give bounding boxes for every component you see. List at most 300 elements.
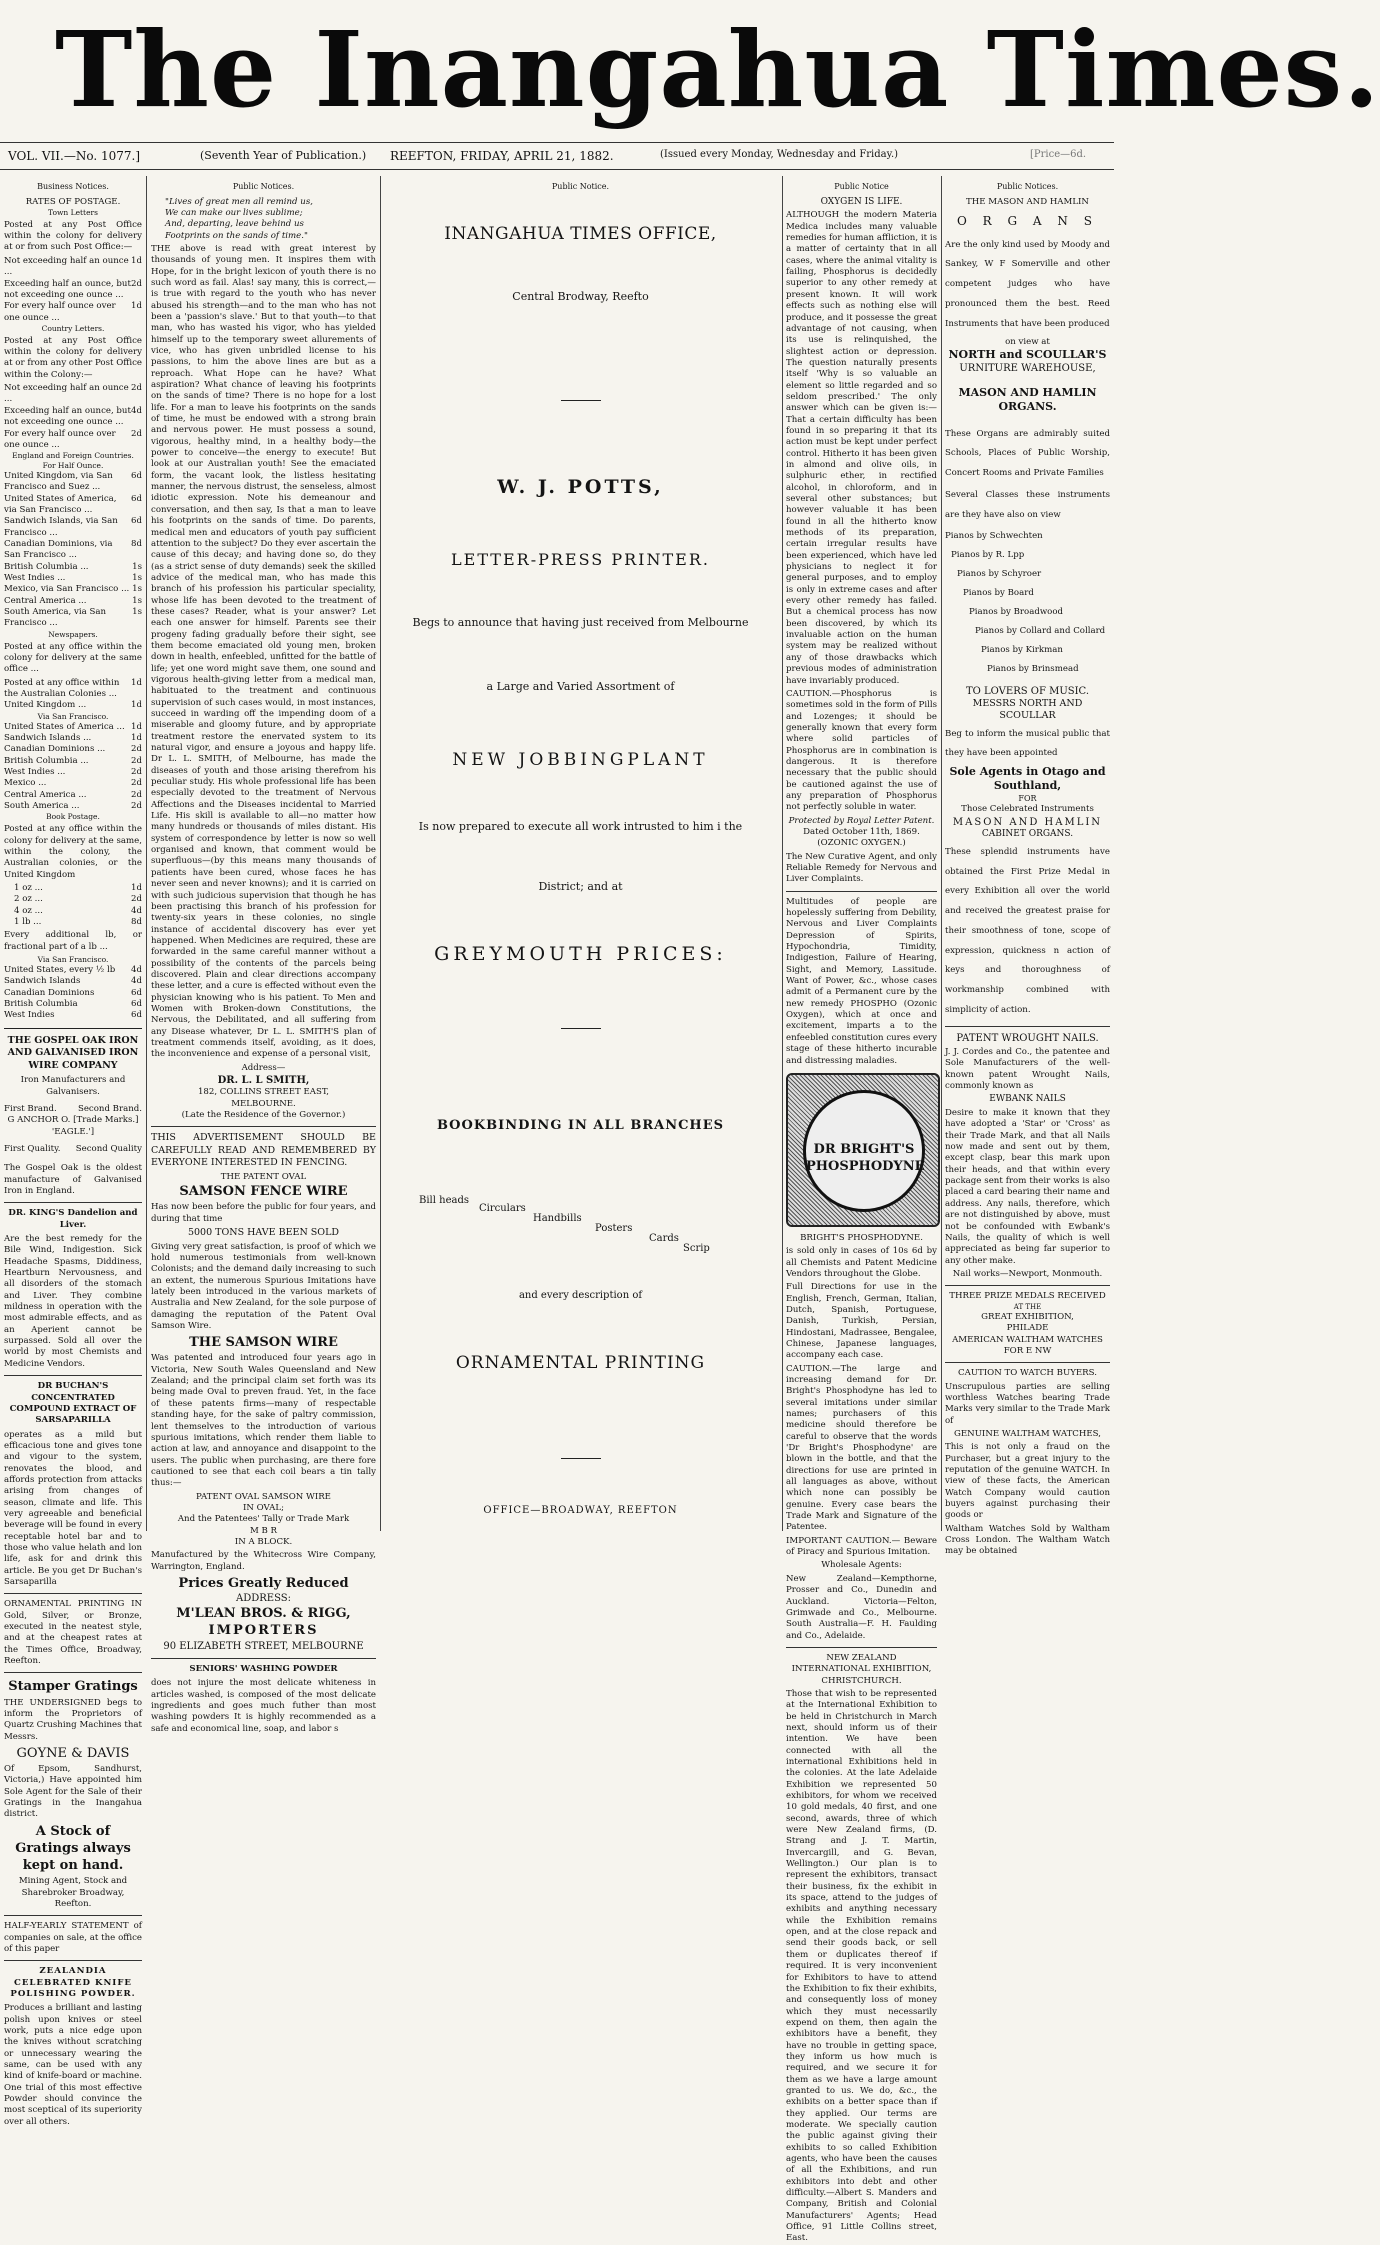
poem-line: We can make our lives sublime; bbox=[165, 207, 303, 218]
tally-line: IN OVAL; bbox=[243, 1502, 284, 1513]
firm-line: URNITURE WAREHOUSE, bbox=[959, 363, 1096, 375]
rate-value: 2d bbox=[131, 744, 142, 755]
advert-heading: OXYGEN IS LIFE. bbox=[820, 196, 903, 207]
rate-value: 2d bbox=[131, 278, 142, 289]
rate-value: 1d bbox=[131, 721, 142, 732]
advert-heading: NEW ZEALAND INTERNATIONAL EXHIBITION, CHRISTCHURCH. bbox=[791, 1652, 932, 1686]
rate-destination: United States of America ... bbox=[4, 721, 125, 732]
paragraph: Posted at any office within the colony for delivery at the same office ... bbox=[4, 641, 142, 675]
subheading: England and Foreign Countries. bbox=[12, 451, 134, 461]
issue-date: REEFTON, FRIDAY, APRIL 21, 1882. bbox=[390, 149, 614, 163]
rate-destination: Exceeding half an ounce, but not exceeding one ounce ... bbox=[4, 278, 131, 300]
sample-item: Circulars bbox=[479, 1203, 526, 1214]
rate-destination: 2 oz ... bbox=[14, 894, 43, 905]
column-heading: Public Notice. bbox=[551, 182, 610, 191]
rate-row bbox=[4, 301, 142, 324]
rate-value: 1d bbox=[131, 677, 142, 688]
rate-value: 6d bbox=[131, 516, 142, 527]
rate-value: 6d bbox=[131, 987, 142, 998]
rate-destination: Sandwich Islands, via San Francisco ... bbox=[4, 516, 118, 538]
paragraph: ALTHOUGH the modern Materia Medica includes many valuable remedies for human affliction, it is a matter of certainty that in all cases, where the animal vitality is failing, Phosphorus is decidedly superior to any other remedy at present known. It will work effects such as nothing else will produce, and it possesse the great advantage of not causing, when its use is relinquished, the slightest action or depression. The question naturally presents itself 'Why is so valuable an element so little regarded and so seldom prescribed.' The only answer which can be given is:—That a certain difficulty has been found in so preparing it that its action must be kept under perfect control. Hitherto it has been given in almond and olive oils, in sulphuric ether, in rectified alcohol, in chloroform, and in several other substances; but however valuable it has been found in all the hitherto know methods of its preparation, certain irregular results have been experienced, which have led physicians to neglect it for general purposes, and to employ is only in extreme cases and after every other remedy has failed. But a chemical process has now been discovered, by which its invaluable action on the human system may be realized without any of those drawbacks which previous modes of administration have invariably produced. bbox=[786, 210, 937, 686]
rate-destination: Central America ... bbox=[4, 595, 87, 606]
address-line: MELBOURNE. bbox=[231, 1098, 296, 1109]
rate-row bbox=[14, 906, 142, 917]
paragraph: Has now been before the public for four years, and during that time bbox=[151, 1202, 376, 1224]
divider bbox=[561, 1028, 601, 1029]
rate-destination: United States, every ½ lb bbox=[4, 964, 116, 975]
paragraph: Unscrupulous parties are selling worthless Watches bearing Trade Marks very similar to the Trade Mark of bbox=[945, 1381, 1110, 1426]
rate-value: 4d bbox=[131, 964, 142, 975]
paragraph: Giving very great satisfaction, is proof of which we hold numerous testimonials from well-known Colonists; and the demand daily increasing to such an extent, the numerous Spurious Imitations have lately been introduced in the various markets of Australia and New Zealand, for the sole purpose of damaging the reputation of the Patent Oval Samson Wire. bbox=[151, 1241, 376, 1331]
divider bbox=[786, 891, 937, 892]
office-footer: OFFICE—BROADWAY, REEFTON bbox=[483, 1505, 678, 1516]
advert-heading: SAMSON FENCE WIRE bbox=[179, 1184, 348, 1200]
advert-heading: SENIORS' WASHING POWDER bbox=[189, 1663, 338, 1674]
rate-value: 2d bbox=[131, 894, 142, 905]
paragraph: Waltham Watches Sold by Waltham Cross London. The Waltham Watch may be obtained bbox=[945, 1523, 1110, 1557]
rate-value: 1d bbox=[131, 883, 142, 893]
rate-row bbox=[14, 894, 142, 905]
subheading: Via San Francisco. bbox=[37, 711, 109, 721]
paragraph: This is not only a fraud on the Purchaser, but a great injury to the reputation of the genuine WATCH. In view of these facts, the American Watch Company would caution buyers against purchasing their goods or bbox=[945, 1442, 1110, 1521]
bookbinding-heading: BOOKBINDING IN ALL BRANCHES bbox=[436, 1118, 725, 1133]
paragraph: ORNAMENTAL PRINTING IN Gold, Silver, or Bronze, executed in the neatest style, and at the cheapest rates at the Times Office, Broadway, Reefton. bbox=[4, 1599, 142, 1667]
organs-heading: O R G A N S bbox=[957, 213, 1098, 228]
paragraph: CAUTION.—The large and increasing demand for Dr. Bright's Phosphodyne has led to several imitations under similar names; purchasers of this medicine should therefore be careful to observe that the words 'Dr Bright's Phosphodyne' are blown in the bottle, and that the directions for use are printed in all languages as above, without which none can possibly be genuine. Every case bears the Trade Mark and Signature of the Patentee. bbox=[786, 1363, 937, 1533]
divider bbox=[945, 1362, 1110, 1363]
rate-row bbox=[4, 767, 142, 778]
divider bbox=[945, 1285, 1110, 1286]
piano-list bbox=[945, 527, 1110, 678]
rate-row bbox=[4, 700, 142, 711]
rate-row bbox=[4, 562, 142, 573]
rate-destination: West Indies ... bbox=[4, 767, 66, 778]
trade-marks: G ANCHOR O. [Trade Marks.] 'EAGLE.'] bbox=[7, 1115, 139, 1137]
paragraph: Several Classes these instruments are they have also on view bbox=[945, 489, 1110, 520]
divider bbox=[4, 1915, 142, 1916]
paragraph: Mining Agent, Stock and Sharebroker Broadway, Reefton. bbox=[18, 1876, 128, 1909]
address-label: ADDRESS: bbox=[236, 1593, 291, 1605]
divider bbox=[945, 1026, 1110, 1027]
advert-heading: A Stock of Gratings always kept on hand. bbox=[15, 1823, 131, 1874]
firm-name: NORTH and SCOULLAR'S bbox=[948, 347, 1107, 361]
rate-destination: For every half ounce over one ounce ... bbox=[4, 301, 116, 323]
rate-value: 6d bbox=[131, 470, 142, 481]
paragraph: Produces a brilliant and lasting polish upon knives or steel work, puts a nice edge upon the knives without scratching or unnecessary wearing the same, can be used with any kind of knife-board or machine. One trial of this most effective Powder should convince the most sceptical of its superiority over all others. bbox=[4, 2003, 142, 2127]
paragraph: Beg to inform the musical public that they have been appointed bbox=[945, 728, 1110, 758]
rate-row bbox=[4, 429, 142, 452]
advert-heading: ORGANS. bbox=[998, 400, 1057, 414]
rate-value: 6d bbox=[131, 493, 142, 504]
quality-label: Second Quality bbox=[75, 1143, 142, 1154]
column-music-notices bbox=[945, 180, 1110, 1557]
advert-heading: MASON AND HAMLIN bbox=[952, 816, 1103, 828]
rate-list bbox=[4, 722, 142, 813]
divider bbox=[786, 1647, 937, 1648]
rate-destination: 4 oz ... bbox=[14, 905, 43, 916]
paragraph: Posted at any office within the colony for delivery at the same, within the colony, the Australian colonies, or the United Kingdom bbox=[4, 824, 142, 880]
piano-item: Pianos by Board bbox=[963, 588, 1034, 599]
rate-value: 1s bbox=[132, 607, 142, 618]
newspaper-title: The Inangahua Times. bbox=[55, 8, 1380, 131]
rate-list bbox=[4, 383, 142, 451]
printing-office-advert bbox=[383, 180, 778, 1530]
prices-heading: GREYMOUTH PRICES: bbox=[434, 943, 727, 965]
rate-destination: Not exceeding half an ounce ... bbox=[4, 255, 129, 278]
advert-heading: BRIGHT'S PHOSPHODYNE. bbox=[800, 1232, 923, 1243]
rate-row bbox=[4, 471, 142, 494]
column-rule bbox=[941, 176, 942, 1531]
piano-item: Pianos by Schyroer bbox=[957, 569, 1042, 580]
poem-line: "Lives of great men all remind us, bbox=[165, 196, 313, 207]
paragraph: Posted at any Post Office within the colony for delivery at or from such Post Office:— bbox=[4, 219, 142, 253]
poem bbox=[151, 197, 376, 242]
rate-destination: Canadian Dominions ... bbox=[4, 744, 106, 755]
rate-row bbox=[4, 596, 142, 607]
paragraph: The New Curative Agent, and only Reliable Remedy for Nervous and Liver Complaints. bbox=[786, 851, 937, 885]
piano-item: Pianos by Schwechten bbox=[945, 531, 1043, 542]
divider bbox=[151, 1658, 376, 1659]
tally-line: PATENT OVAL SAMSON WIRE bbox=[196, 1491, 331, 1502]
rate-destination: Mexico, via San Francisco ... bbox=[4, 584, 130, 595]
rate-destination: Canadian Dominions bbox=[4, 987, 95, 998]
divider bbox=[4, 1375, 142, 1376]
advert-heading: Sole Agents in Otago and Southland, bbox=[949, 764, 1106, 793]
sample-list bbox=[383, 1195, 778, 1275]
subheading: Book Postage. bbox=[46, 812, 100, 822]
column-public-notice bbox=[786, 180, 937, 2244]
advert-subheading: Iron Manufacturers and Galvanisers. bbox=[20, 1075, 126, 1097]
firm-name: MESSRS NORTH AND SCOULLAR bbox=[972, 697, 1083, 722]
rate-destination: South America ... bbox=[4, 801, 80, 812]
rate-row bbox=[4, 607, 142, 630]
rate-destination: Canadian Dominions, via San Francisco ... bbox=[4, 539, 113, 561]
rate-row bbox=[4, 383, 142, 406]
address-line: 182, COLLINS STREET EAST, bbox=[197, 1087, 330, 1098]
advert-heading: Prices Greatly Reduced bbox=[178, 1575, 349, 1591]
announcement-line: a Large and Varied Assortment of bbox=[486, 680, 675, 693]
piano-item: Pianos by Brinsmead bbox=[987, 663, 1079, 674]
paragraph: Of Epsom, Sandhurst, Victoria,) Have appointed him Sole Agent for the Sale of their Gratings in the Inangahua district. bbox=[4, 1764, 142, 1820]
paragraph: IMPORTANT CAUTION.— Beware of Piracy and Spurious Imitation. bbox=[786, 1535, 937, 1558]
rate-value: 4d bbox=[131, 905, 142, 916]
ornamental-heading: ORNAMENTAL PRINTING bbox=[455, 1353, 706, 1373]
rate-value: 2d bbox=[131, 778, 142, 789]
rate-row bbox=[4, 778, 142, 789]
sample-item: Posters bbox=[595, 1223, 633, 1234]
rate-value: 2d bbox=[131, 801, 142, 812]
rate-value: 2d bbox=[131, 428, 142, 439]
office-name: INANGAHUA TIMES OFFICE, bbox=[444, 224, 717, 244]
rate-list bbox=[4, 256, 142, 324]
paragraph: J. J. Cordes and Co., the patentee and Sole Manufacturers of the well-known patent Wrought Nails, commonly known as bbox=[945, 1046, 1110, 1091]
rate-destination: United States of America, via San Francisco ... bbox=[4, 493, 117, 516]
paragraph: THE UNDERSIGNED begs to inform the Proprietors of Quartz Crushing Machines that Messrs. bbox=[4, 1697, 142, 1742]
doctor-name: DR. L. L SMITH, bbox=[217, 1075, 310, 1087]
paragraph: operates as a mild but efficacious tone and gives tone and vigour to the system, renovates the blood, and affords protection from attacks arising from changes of season, climate and life. This very agreeable and beneficial beverage will be found in every receptable hotel bar and to those who value helath and lon life, ask for and drink this article. Be you get Dr Buchan's Sarsaparilla bbox=[4, 1429, 142, 1588]
announcement-line: District; and at bbox=[538, 880, 623, 893]
tally-line: And the Patentees' Tally or Trade Mark bbox=[177, 1514, 350, 1525]
issue-price: [Price—6d. bbox=[1030, 149, 1087, 160]
subheading: For Half Ounce. bbox=[42, 461, 104, 471]
address-note: (Late the Residence of the Governor.) bbox=[181, 1109, 346, 1120]
piano-item: Pianos by R. Lpp bbox=[951, 550, 1025, 561]
paragraph: Posted at any Post Office within the colony for delivery at or from any other Post Office within the Colony:— bbox=[4, 335, 142, 380]
divider bbox=[4, 1672, 142, 1673]
highlight-line: 5000 TONS HAVE BEEN SOLD bbox=[187, 1227, 340, 1239]
announcement-line: and every description of bbox=[518, 1290, 643, 1301]
advert-heading: ZEALANDIA CELEBRATED KNIFE POLISHING POWDER. bbox=[10, 1966, 136, 2000]
rate-row bbox=[4, 801, 142, 812]
piano-item: Pianos by Kirkman bbox=[981, 644, 1063, 655]
paragraph: THE above is read with great interest by thousands of young men. It inspires them with Hope, for in the bright lexicon of youth there is no such word as fail. Alas! say many, this is correct,—is true with regard to the youth who has never abused his strength—and to the man who has not been a 'passion's slave.' But to that youth—to that man, who has wasted his vigor, who has yielded himself up to the temporary sweet allurements of vice, who has given unbridled license to his passions, to him the above lines are but as a reproach. What Hope can he have? What aspiration? What chance of leaving his footprints on the sands of time? There is no hope for a lost life. For a man to leave his footprints on the sands of time, he must be endowed with a strong brain and nervous power. He must possess a sound, vigorous, healthy mind, in a healthy body—the power to conceive—the energy to execute! But look at our Australian youth! See the emaciated form, the vacant look, the listless hesitating manner, the nervous distrust, the senseless, almost idiotic expression. Note his demeanour and conversation, and then say, Is that a man to leave his footprints on the sands of time. Do parents, medical men and educators of youth pay sufficient attention to the subject? Do they ever ascertain the cause of this decay; and having done so, do they (as a strict sense of duty demands) seek the skilled advice of the medical man, who has made this branch of his profession his particular speciality, whose life has been devoted to the treatment of these cases? Reader, what is your answer? Let each one answer for himself. Parents see their progeny fading gradually before their sight, see them become emaciated old young men, broken down in health, enfeebled, unfitted for the battle of life; yet one word might save them, one sound and vigorous health-giving letter from a medical man, habituated to the treatment and continuous supervision of such cases would, in most instances, succeed in warding off the impending doom of a miserable and gloomy future, and by appropriate treatment restore the enervated system to its natural vigor, and ensure a joyous and happy life. Dr L. L. SMITH, of Melbourne, has made the diseases of youth and those arising therefrom his peculiar study. His whole professional life has been especially devoted to the treatment of Nervous Affections and the Diseases incidental to Married Life. His skill is available to all—no matter how many hundreds or thousands of miles distant. His system of correspondence by letter is now so well organised and known, that comment would be superfluous—(by this means many thousands of patients have been cured, whose faces he has never seen and never knowns); and it is carried on with such judicious supervision that though he has been practising this branch of his profession for twenty-six years in these colonies, no single instance of accidental discovery has ever yet happened. When Medicines are required, these are forwarded in the same careful manner without a possibility of the contents of the parcels being discovered. Plain and clear directions accompany these letter, and a cure is effected without even the physician knowing who is his patient. To Men and Women with Broken-down Constitutions, the Nervous, the Debilitated, and all suffering from any Disease whatever, Dr L. L. SMITH'S plan of treatment commends itself, avoiding, as it does, the inconvenience and expense of a personal visit, bbox=[151, 243, 376, 1060]
advert-heading: THE MASON AND HAMLIN bbox=[966, 196, 1089, 207]
subheading: PHILADE bbox=[1006, 1323, 1049, 1334]
address-line: 90 ELIZABETH STREET, MELBOURNE bbox=[163, 1640, 364, 1652]
patent-note: Protected by Royal Letter Patent. bbox=[788, 815, 935, 826]
advert-heading: GENUINE WALTHAM WATCHES, bbox=[954, 1428, 1101, 1439]
column-heading: Public Notices. bbox=[232, 182, 295, 191]
paragraph: New Zealand—Kempthorne, Prosser and Co., Dunedin and Auckland. Victoria—Felton, Grimwade and Co., Melbourne. South Australia—F. H. Faulding and Co., Adelaide. bbox=[786, 1573, 937, 1641]
subheading: FOR E NW bbox=[1003, 1345, 1052, 1356]
poem-line: Footprints on the sands of time." bbox=[165, 230, 308, 241]
rate-list bbox=[4, 471, 142, 630]
rate-value: 6d bbox=[131, 1010, 142, 1021]
paragraph: CAUTION.—Phosphorus is sometimes sold in the form of Pills and Lozenges; it should be generally known that every form where solid particles of Phosphorus are in combination is dangerous. It is therefore necessary that the public should be cautioned against the use of any preparation of Phosphorus not perfectly soluble in water. bbox=[786, 688, 937, 813]
piano-item: Pianos by Broadwood bbox=[969, 607, 1064, 618]
paragraph: The Gospel Oak is the oldest manufacture of Galvanised Iron in England. bbox=[4, 1163, 142, 1197]
rate-list bbox=[4, 678, 142, 712]
subheading: Town Letters bbox=[48, 207, 98, 217]
advert-heading: THE SAMSON WIRE bbox=[189, 1335, 338, 1351]
rate-destination: United Kingdom, via San Francisco and Suez ... bbox=[4, 470, 113, 493]
rate-row bbox=[4, 744, 142, 755]
masthead bbox=[0, 0, 1380, 138]
subheading: Via San Francisco. bbox=[37, 955, 109, 965]
rate-row bbox=[4, 790, 142, 801]
divider bbox=[4, 1593, 142, 1594]
trademark-seal bbox=[803, 1090, 925, 1212]
sample-item: Cards bbox=[649, 1233, 679, 1244]
rate-destination: United Kingdom ... bbox=[4, 700, 87, 711]
rate-value: 2d bbox=[131, 789, 142, 800]
piano-item: Pianos by Collard and Collard bbox=[975, 625, 1106, 636]
rate-row bbox=[4, 733, 142, 744]
advert-heading: TO LOVERS OF MUSIC. bbox=[965, 685, 1090, 697]
rate-row bbox=[14, 883, 142, 894]
tally-line: IN A BLOCK. bbox=[234, 1536, 293, 1547]
column-heading: Business Notices. bbox=[37, 182, 109, 191]
office-location: Central Brodway, Reefto bbox=[512, 290, 649, 303]
rate-value: 8d bbox=[131, 539, 142, 550]
subheading: AT THE bbox=[1013, 1302, 1042, 1311]
advert-heading: THE GOSPEL OAK IRON AND GALVANISED IRON WIRE COMPANY bbox=[7, 1034, 139, 1071]
rate-row bbox=[4, 573, 142, 584]
advert-heading: THREE PRIZE MEDALS RECEIVED bbox=[949, 1291, 1106, 1302]
paragraph: Multitudes of people are hopelessly suffering from Debility, Nervous and Liver Complaints Depression of Spirits, Hypochondria, Timidity, Indigestion, Failure of Hearing, Sight, and Memory, Lassitude. Want of Power, &c., whose cases admit of a Permanent cure by the new remedy PHOSPHO (Ozonic Oxygen), which at once and excitement, imparts a to the enfeebled constitution cures every stage of these hitherto incurable and distressing maladies. bbox=[786, 896, 937, 1066]
subheading: Those Celebrated Instruments bbox=[961, 804, 1094, 815]
rate-value: 8d bbox=[131, 917, 142, 928]
publication-year: (Seventh Year of Publication.) bbox=[200, 149, 367, 162]
poem-line: And, departing, leave behind us bbox=[165, 219, 304, 230]
rate-destination: Central America ... bbox=[4, 789, 87, 800]
rate-row bbox=[4, 539, 142, 562]
paragraph: Are the only kind used by Moody and Sankey, W F Somerville and other competent judges who have pronounced them the best. Reed Instruments that have been produced bbox=[945, 239, 1110, 329]
rate-row bbox=[4, 256, 142, 279]
phosphodyne-trademark-image bbox=[786, 1073, 940, 1227]
paragraph: Every additional lb, or fractional part of a lb ... bbox=[4, 930, 142, 952]
rate-row bbox=[4, 965, 142, 976]
column-rule bbox=[380, 176, 381, 1531]
patent-name: (OZONIC OXYGEN.) bbox=[817, 838, 906, 849]
address-label: Address— bbox=[241, 1062, 286, 1073]
subheading: Country Letters. bbox=[41, 323, 105, 333]
advert-heading: CABINET ORGANS. bbox=[981, 828, 1074, 839]
address-line: Nail works—Newport, Monmouth. bbox=[952, 1268, 1103, 1279]
patent-date: Dated October 11th, 1869. bbox=[803, 826, 920, 837]
dateline bbox=[0, 142, 1114, 170]
paragraph: Are the best remedy for the Bile Wind, Indigestion. Sick Headache Spasms, Diddiness, Heartburn Nervousness, and all disorders of the stomach and Liver. They combine mildness in operation with the most admirable effects, and as an Aperient cannot be surpassed. Sold all over the world by most Chemists and Medicine Vendors. bbox=[4, 1234, 142, 1369]
rate-destination: 1 lb ... bbox=[14, 917, 42, 928]
rate-destination: Posted at any office within the Australian Colonies ... bbox=[4, 677, 120, 700]
rate-value: 1s bbox=[132, 584, 142, 595]
sample-item: Scrip bbox=[683, 1243, 710, 1254]
column-heading: Public Notices. bbox=[996, 182, 1059, 191]
quality-label: First Quality. bbox=[4, 1143, 61, 1154]
subheading: FOR bbox=[1018, 793, 1037, 803]
column-rule bbox=[146, 176, 147, 1531]
rate-list bbox=[4, 883, 142, 928]
rate-value: 1d bbox=[131, 301, 142, 312]
rate-value: 2d bbox=[131, 767, 142, 778]
rate-destination: West Indies bbox=[4, 1010, 55, 1021]
rate-destination: South America, via San Francisco ... bbox=[4, 607, 107, 629]
paragraph: Was patented and introduced four years ago in Victoria, New South Wales Queensland and New Zealand; and the principal claim set forth was its being made Oval to preven fraud. Yet, in the face of these patents firms—many of respectable standing haye, for the sake of paltry commission, lent themselves to the introduction of various spurious imitations, which render them liable to action at law, and annoyance and disappoint to the users. The public when purchasing, are there fore cautioned to see that each coil bears a tin tally thus:— bbox=[151, 1353, 376, 1489]
advert-heading: AMERICAN WALTHAM WATCHES bbox=[952, 1334, 1103, 1345]
rate-row bbox=[4, 1010, 142, 1021]
rate-value: 6d bbox=[131, 998, 142, 1009]
advert-heading: MASON AND HAMLIN bbox=[958, 385, 1097, 399]
subheading: Wholesale Agents: bbox=[821, 1560, 902, 1571]
brand-label: First Brand. bbox=[4, 1103, 57, 1114]
paragraph: does not injure the most delicate whiteness in articles washed, is composed of the most delicate ingredients and goes much futher than most washing powders It is highly recommended as a safe and economical line, soap, and labor s bbox=[151, 1678, 376, 1734]
advert-heading: Stamper Gratings bbox=[8, 1679, 138, 1695]
rate-row bbox=[4, 516, 142, 539]
rate-row bbox=[14, 917, 142, 928]
printer-name: W. J. POTTS, bbox=[497, 476, 664, 498]
rate-value: 4d bbox=[131, 976, 142, 987]
rate-value: 2d bbox=[131, 755, 142, 766]
rate-destination: For every half ounce over one ounce ... bbox=[4, 428, 116, 450]
postage-title: RATES OF POSTAGE. bbox=[25, 196, 121, 207]
sample-item: Handbills bbox=[533, 1213, 582, 1224]
view-line: on view at bbox=[1005, 336, 1050, 347]
column-public-notices bbox=[151, 180, 376, 1734]
rate-value: 1s bbox=[132, 595, 142, 606]
paragraph: Those that wish to be represented at the International Exhibition to be held in Christchurch in March next, should inform us of their intention. We have been connected with all the international Exhibitions held in the colonies. At the late Adelaide Exhibition we represented 50 exhibitors, for whom we received 10 gold medals, 40 first, and one second, awards, three of which were New Zealand firms, (D. Strang and J. T. Martin, Invercargill, and G. Bevan, Wellington.) Our plan is to represent the exhibitors, transact their business, fix the exhibit in its space, attend to the judges of exhibits and anything necessary while the Exhibition remains open, and at the close repack and send their goods back, or sell them or duplicates thereof if required. It is very inconvenient for Exhibitors to have to attend the Exhibition to fix their exhibits, and consequently loss of money which they must necessarily expend on them, then again the exhibitors have a benefit, they have no trouble in getting space, they inform us how much is required, and we secure it for them as we have a large amount granted to us. We do, &c., the exhibits on a better space than if they applied. Our terms are moderate. We specially caution the public against giving their exhibits to so called Exhibition agents, who have been the causes of all the Exhibitions, and run exhibitors into debt and other difficulty.—Albert S. Manders and Company, British and Colonial Manufacturers' Agents; Head Office, 91 Little Collins street, East. bbox=[786, 1688, 937, 2244]
divider bbox=[4, 1202, 142, 1203]
paragraph: Full Directions for use in the English, French, German, Italian, Dutch, Spanish, Portuguese, Danish, Turkish, Persian, Hindostani, Madrassee, Bengalee, Chinese, Japanese languages, accompany each case. bbox=[786, 1282, 937, 1361]
announcement-line: Is now prepared to execute all work intrusted to him i the bbox=[418, 820, 743, 833]
advert-heading: DR BUCHAN'S CONCENTRATED COMPOUND EXTRACT OF SARSAPARILLA bbox=[9, 1381, 137, 1426]
rate-destination: British Columbia ... bbox=[4, 755, 89, 766]
firm-name: GOYNE & DAVIS bbox=[16, 1745, 130, 1761]
paragraph: HALF-YEARLY STATEMENT of companies on sale, at the office of this paper bbox=[4, 1921, 142, 1955]
paragraph: These splendid instruments have obtained the First Prize Medal in every Exhibition all over the world and received the greatest praise for their smoothness of tone, scope of expression, quickness n action of keys and thoroughness of workmanship combined with simplicity of action. bbox=[945, 846, 1110, 1015]
rate-destination: Not exceeding half an ounce ... bbox=[4, 383, 129, 405]
sample-item: Bill heads bbox=[419, 1195, 469, 1206]
rate-destination: 1 oz ... bbox=[14, 883, 43, 893]
rate-destination: Sandwich Islands ... bbox=[4, 732, 92, 743]
firm-role: IMPORTERS bbox=[208, 1623, 319, 1639]
announcement-line: Begs to announce that having just received from Melbourne bbox=[412, 616, 749, 629]
column-heading: Public Notice bbox=[834, 182, 889, 191]
paragraph: Manufactured by the Whitecross Wire Company, Warrington, England. bbox=[151, 1550, 376, 1572]
advert-heading: DR. KING'S Dandelion and Liver. bbox=[8, 1208, 138, 1230]
paragraph: Desire to make it known that they have adopted a 'Star' or 'Cross' as their Trade Mark, and that all Nails now made and sent out by them, except clasp, bear this mark upon their heads, and that within every package sent from their works is also placed a card bearing their name and address. Any nails, therefore, which are not distinguished by above, must not be confounded with Ewbank's Nails, the quality of which is well appreciated as being far superior to any other make. bbox=[945, 1108, 1110, 1266]
tally-line: M B R bbox=[249, 1525, 278, 1536]
rate-row bbox=[4, 494, 142, 517]
rate-value: 2d bbox=[131, 383, 142, 394]
column-rule bbox=[782, 176, 783, 1531]
rate-value: 1d bbox=[131, 732, 142, 743]
divider bbox=[561, 1458, 601, 1459]
issue-schedule: (Issued every Monday, Wednesday and Friday.) bbox=[660, 149, 899, 160]
rate-value: 1d bbox=[131, 700, 142, 711]
subheading: GREAT EXHIBITION, bbox=[981, 1311, 1074, 1322]
rate-row bbox=[4, 999, 142, 1010]
column-business-notices bbox=[4, 180, 142, 2127]
paragraph: is sold only in cases of 10s 6d by all Chemists and Patent Medicine Vendors throughout the Globe. bbox=[786, 1246, 937, 1279]
rate-row bbox=[4, 976, 142, 987]
rate-row bbox=[4, 722, 142, 733]
brand-label: Second Brand. bbox=[77, 1103, 142, 1114]
rate-destination: British Columbia ... bbox=[4, 561, 89, 572]
rate-destination: West Indies ... bbox=[4, 573, 66, 584]
rate-destination: British Columbia bbox=[4, 998, 78, 1009]
divider bbox=[4, 1960, 142, 1961]
rate-value: 1s bbox=[132, 561, 142, 572]
rate-destination: Sandwich Islands bbox=[4, 976, 81, 987]
subheading: THE PATENT OVAL bbox=[220, 1171, 307, 1182]
divider bbox=[151, 1126, 376, 1127]
rate-row bbox=[4, 584, 142, 595]
rate-row bbox=[4, 279, 142, 302]
rate-row bbox=[4, 406, 142, 429]
rate-value: 4d bbox=[131, 405, 142, 416]
trademark-text: DR BRIGHT'S PHOSPHODYNE bbox=[806, 1141, 925, 1175]
divider bbox=[4, 1028, 142, 1029]
paragraph: THIS ADVERTISEMENT SHOULD BE CAREFULLY READ AND REMEMBERED BY EVERYONE INTERESTED IN FENCING. bbox=[151, 1132, 376, 1169]
rate-destination: Exceeding half an ounce, but not exceeding one ounce ... bbox=[4, 405, 131, 428]
plant-heading: NEW JOBBINGPLANT bbox=[452, 750, 709, 770]
rate-row bbox=[4, 988, 142, 999]
volume-number: VOL. VII.—No. 1077.] bbox=[8, 149, 141, 163]
firm-name: M'LEAN BROS. & RIGG, bbox=[176, 1606, 351, 1622]
rate-value: 1d bbox=[131, 255, 142, 266]
rate-value: 1s bbox=[132, 573, 142, 584]
rate-destination: Mexico ... bbox=[4, 778, 47, 789]
rate-row bbox=[4, 756, 142, 767]
divider bbox=[561, 400, 601, 401]
rate-list bbox=[4, 965, 142, 1022]
advert-heading: EWBANK NAILS bbox=[989, 1094, 1066, 1105]
printer-title: LETTER-PRESS PRINTER. bbox=[451, 550, 710, 569]
advert-heading: PATENT WROUGHT NAILS. bbox=[956, 1032, 1099, 1044]
paragraph: These Organs are admirably suited Schools, Places of Public Worship, Concert Rooms and Private Families bbox=[945, 428, 1110, 479]
advert-heading: CAUTION TO WATCH BUYERS. bbox=[958, 1368, 1097, 1379]
rate-row bbox=[4, 678, 142, 701]
